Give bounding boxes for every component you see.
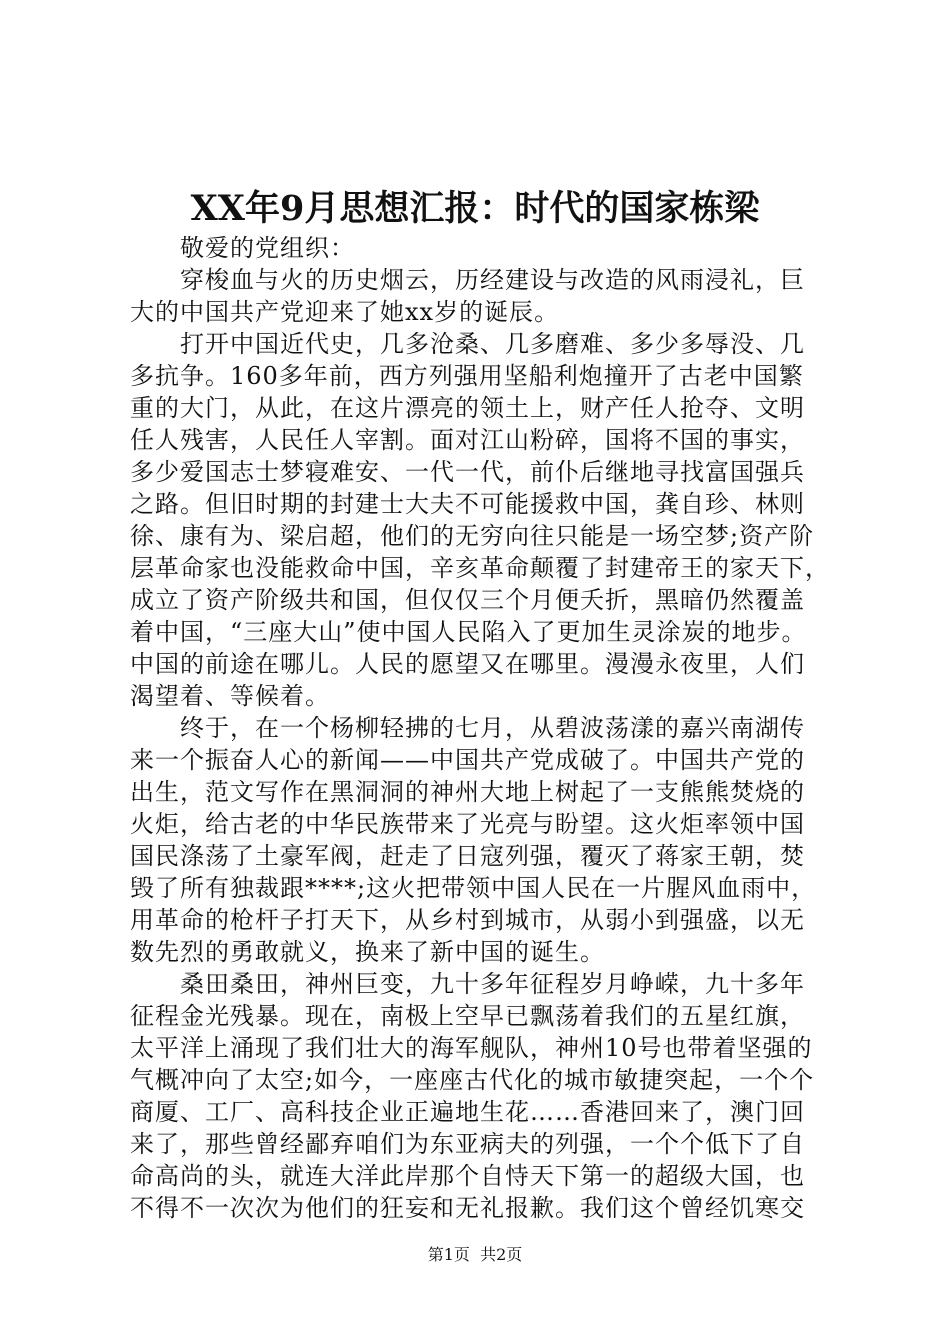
salutation: 敬爱的党组织： bbox=[180, 234, 355, 262]
body-line: 毁了所有独裁跟****;这火把带领中国人民在一片腥风血雨中， bbox=[130, 874, 817, 902]
body-line: 成立了资产阶级共和国，但仅仅三个月便夭折，黑暗仍然覆盖 bbox=[130, 586, 805, 614]
page-number: 第1页 共2页 bbox=[427, 1245, 523, 1264]
body-line: 终于，在一个杨柳轻拂的七月，从碧波荡漾的嘉兴南湖传 bbox=[180, 714, 805, 742]
body-line: 徐、康有为、梁启超，他们的无穷向往只能是一场空梦;资产阶 bbox=[130, 522, 815, 550]
body-line: 用革命的枪杆子打天下，从乡村到城市，从弱小到强盛，以无 bbox=[130, 906, 805, 934]
body-line: 渴望着、等候着。 bbox=[130, 682, 330, 710]
body-line: 国民涤荡了土豪军阀，赶走了日寇列强，覆灭了蒋家王朝，焚 bbox=[130, 842, 805, 870]
body-line: 征程金光残暴。现在，南极上空早已飘荡着我们的五星红旗， bbox=[130, 1002, 805, 1030]
body-line: 中国的前途在哪儿。人民的愿望又在哪里。漫漫永夜里，人们 bbox=[130, 650, 805, 678]
body-line: 不得不一次次为他们的狂妄和无礼报歉。我们这个曾经饥寒交 bbox=[130, 1194, 805, 1222]
page-footer bbox=[0, 1244, 950, 1266]
body-line: 气概冲向了太空;如今，一座座古代化的城市敏捷突起，一个个 bbox=[130, 1066, 815, 1094]
body-line: 商厦、工厂、高科技企业正遍地生花……香港回来了，澳门回 bbox=[130, 1098, 805, 1126]
body-line: 重的大门，从此，在这片漂亮的领土上，财产任人抢夺、文明 bbox=[130, 394, 805, 422]
body-line: 出生，范文写作在黑洞洞的神州大地上树起了一支熊熊焚烧的 bbox=[130, 778, 805, 806]
body-line: 火炬，给古老的中华民族带来了光亮与盼望。这火炬率领中国 bbox=[130, 810, 805, 838]
document-body bbox=[130, 232, 830, 1224]
body-line: 之路。但旧时期的封建士大夫不可能援救中国，龚自珍、林则 bbox=[130, 490, 805, 518]
body-line: 来了，那些曾经鄙弃咱们为东亚病夫的列强，一个个低下了自 bbox=[130, 1130, 805, 1158]
body-line: 多少爱国志士梦寝难安、一代一代，前仆后继地寻找富国强兵 bbox=[130, 458, 805, 486]
body-line: 层革命家也没能救命中国，辛亥革命颠覆了封建帝王的家天下， bbox=[130, 554, 830, 582]
document-title: XX年9月思想汇报：时代的国家栋梁 bbox=[190, 188, 760, 229]
body-line: 命高尚的头，就连大洋此岸那个自恃天下第一的超级大国，也 bbox=[130, 1162, 805, 1190]
body-line: 太平洋上涌现了我们壮大的海军舰队，神州10号也带着坚强的 bbox=[130, 1034, 813, 1062]
body-line: 桑田桑田，神州巨变，九十多年征程岁月峥嵘，九十多年 bbox=[180, 970, 805, 998]
body-line: 打开中国近代史，几多沧桑、几多磨难、多少多辱没、几 bbox=[180, 330, 805, 358]
body-line: 着中国，“三座大山”使中国人民陷入了更加生灵涂炭的地步。 bbox=[130, 618, 807, 646]
body-line: 多抗争。160多年前，西方列强用坚船利炮撞开了古老中国繁 bbox=[130, 362, 804, 390]
body-line: 大的中国共产党迎来了她xx岁的诞辰。 bbox=[130, 298, 560, 326]
body-line: 穿梭血与火的历史烟云，历经建设与改造的风雨浸礼，巨 bbox=[180, 266, 805, 294]
body-line: 来一个振奋人心的新闻——中国共产党成破了。中国共产党的 bbox=[130, 746, 805, 774]
body-line: 数先烈的勇敢就义，换来了新中国的诞生。 bbox=[130, 938, 605, 966]
body-line: 任人残害，人民任人宰割。面对江山粉碎，国将不国的事实， bbox=[130, 426, 805, 454]
